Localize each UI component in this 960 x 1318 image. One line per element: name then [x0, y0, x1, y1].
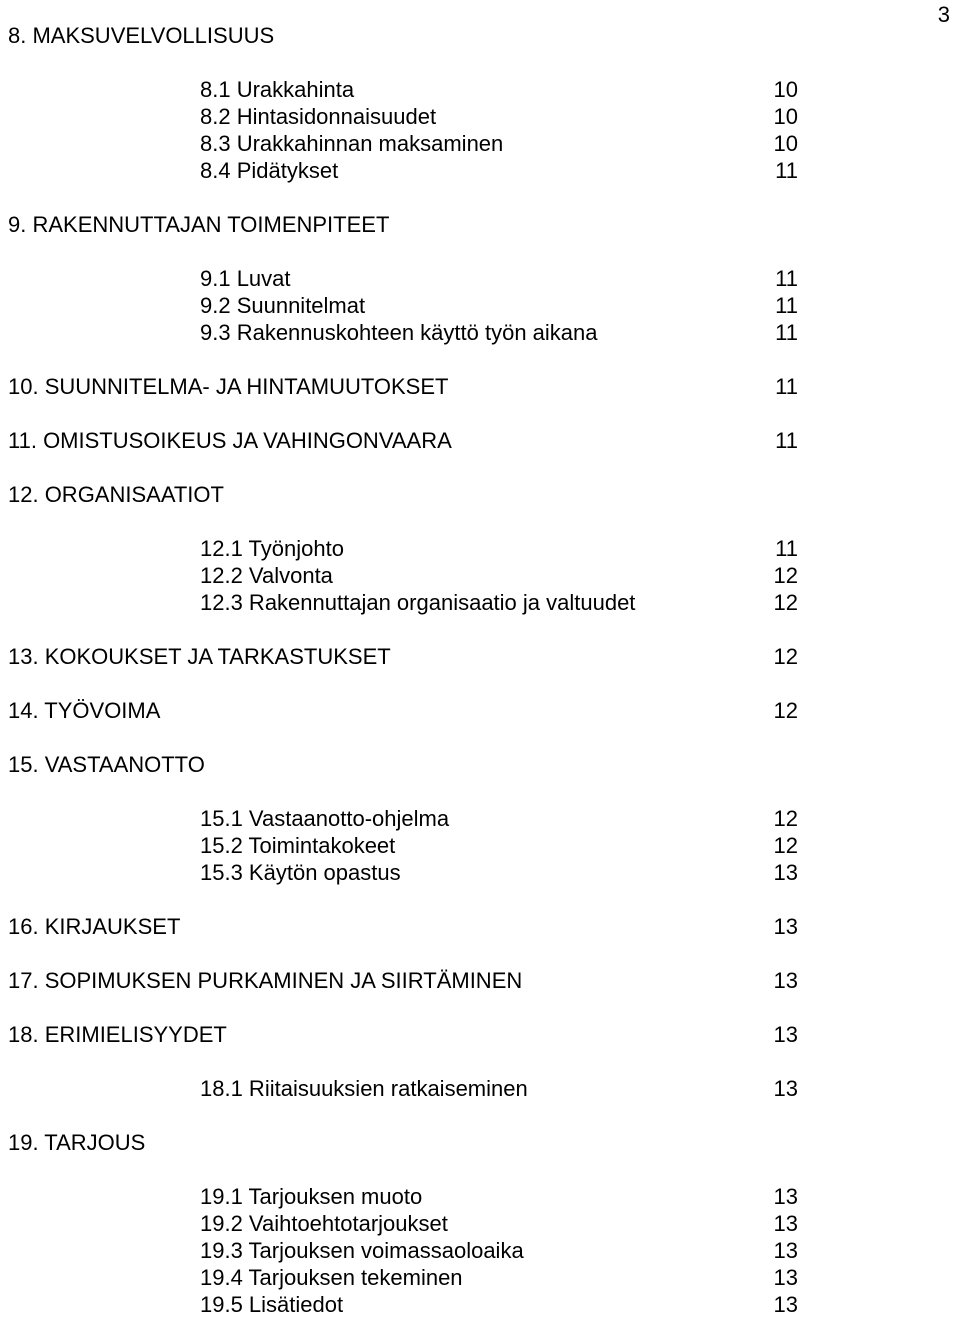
toc-entry-title: 8. MAKSUVELVOLLISUUS	[8, 23, 275, 48]
toc-section	[0, 968, 960, 994]
toc-subsection	[0, 806, 960, 832]
toc-entry-page: 10	[773, 77, 798, 102]
toc-entry-title: 19.2 Vaihtoehtotarjoukset	[200, 1211, 448, 1236]
toc-entry-page: 11	[775, 374, 798, 399]
toc-subsection	[0, 266, 960, 292]
toc-entry-page: 12	[773, 833, 798, 858]
toc-entry-title: 19. TARJOUS	[8, 1130, 146, 1155]
toc-entry-page: 12	[773, 563, 798, 588]
toc-section	[0, 1022, 960, 1048]
toc-entry-page: 11	[775, 293, 798, 318]
toc-subsection	[0, 1076, 960, 1102]
toc-subsection	[0, 563, 960, 589]
toc-section	[0, 752, 960, 778]
toc-subsection	[0, 1292, 960, 1318]
toc-entry-title: 19.1 Tarjouksen muoto	[200, 1184, 423, 1209]
toc-entry-title: 19.3 Tarjouksen voimassaoloaika	[200, 1238, 524, 1263]
toc-entry-title: 9.2 Suunnitelmat	[200, 293, 366, 318]
toc-entry-title: 11. OMISTUSOIKEUS JA VAHINGONVAARA	[8, 428, 452, 453]
toc-entry-title: 18. ERIMIELISYYDET	[8, 1022, 227, 1047]
toc-subsection	[0, 158, 960, 184]
toc-entry-page: 12	[773, 644, 798, 669]
toc-subsection	[0, 590, 960, 616]
toc-entry-title: 19.4 Tarjouksen tekeminen	[200, 1265, 463, 1290]
toc-entry-title: 15. VASTAANOTTO	[8, 752, 205, 777]
toc-section	[0, 23, 960, 49]
toc-section	[0, 698, 960, 724]
toc-entry-page: 13	[773, 1184, 798, 1209]
toc-subsection	[0, 1238, 960, 1264]
toc-section	[0, 482, 960, 508]
toc-entry-page: 12	[773, 806, 798, 831]
toc-entry-page: 13	[773, 1292, 798, 1317]
toc-entry-title: 14. TYÖVOIMA	[8, 698, 161, 723]
toc-entry-page: 12	[773, 590, 798, 615]
toc-entry-title: 15.3 Käytön opastus	[200, 860, 401, 885]
toc-entry-page: 13	[773, 968, 798, 993]
toc-entry-title: 16. KIRJAUKSET	[8, 914, 181, 939]
page-number: 3	[937, 2, 950, 27]
toc-entry-title: 8.4 Pidätykset	[200, 158, 339, 183]
toc-entry-title: 8.2 Hintasidonnaisuudet	[200, 104, 437, 129]
toc-entry-page: 13	[773, 1238, 798, 1263]
toc-entry-page: 11	[775, 158, 798, 183]
toc-subsection	[0, 77, 960, 103]
toc-section	[0, 428, 960, 454]
toc-subsection	[0, 1265, 960, 1291]
toc-entry-title: 13. KOKOUKSET JA TARKASTUKSET	[8, 644, 391, 669]
toc-entry-title: 12.2 Valvonta	[200, 563, 333, 588]
toc-subsection	[0, 293, 960, 319]
toc-entry-title: 8.3 Urakkahinnan maksaminen	[200, 131, 504, 156]
toc-entry-page: 13	[773, 860, 798, 885]
toc-entry-title: 9.1 Luvat	[200, 266, 291, 291]
toc-entry-page: 11	[775, 428, 798, 453]
toc-entry-title: 12.1 Työnjohto	[200, 536, 344, 561]
toc-entry-page: 10	[773, 131, 798, 156]
toc-entry-page: 13	[773, 1265, 798, 1290]
toc-entry-page: 12	[773, 698, 798, 723]
toc-section	[0, 212, 960, 238]
toc-entry-title: 9.3 Rakennuskohteen käyttö työn aikana	[200, 320, 598, 345]
toc-subsection	[0, 860, 960, 886]
toc-subsection	[0, 1184, 960, 1210]
toc-subsection	[0, 320, 960, 346]
toc-subsection	[0, 833, 960, 859]
toc-entry-page: 13	[773, 914, 798, 939]
toc-section	[0, 1130, 960, 1156]
toc-entry-title: 12.3 Rakennuttajan organisaatio ja valtuudet	[200, 590, 636, 615]
toc-section	[0, 914, 960, 940]
toc-entry-page: 13	[773, 1022, 798, 1047]
toc-entry-title: 10. SUUNNITELMA- JA HINTAMUUTOKSET	[8, 374, 449, 399]
toc-entry-page: 11	[775, 266, 798, 291]
toc-entry-title: 17. SOPIMUKSEN PURKAMINEN JA SIIRTÄMINEN	[8, 968, 523, 993]
toc-entry-title: 18.1 Riitaisuuksien ratkaiseminen	[200, 1076, 528, 1101]
toc-subsection	[0, 536, 960, 562]
toc-entry-page: 13	[773, 1211, 798, 1236]
toc-entry-title: 9. RAKENNUTTAJAN TOIMENPITEET	[8, 212, 390, 237]
toc-entry-page: 10	[773, 104, 798, 129]
toc-entry-title: 8.1 Urakkahinta	[200, 77, 355, 102]
toc-subsection	[0, 1211, 960, 1237]
toc-entry-page: 11	[775, 320, 798, 345]
toc-section	[0, 374, 960, 400]
toc-entry-page: 11	[775, 536, 798, 561]
toc-entry-title: 15.2 Toimintakokeet	[200, 833, 396, 858]
toc-subsection	[0, 131, 960, 157]
toc-section	[0, 644, 960, 670]
toc-subsection	[0, 104, 960, 130]
toc-entry-title: 12. ORGANISAATIOT	[8, 482, 224, 507]
toc-entry-title: 19.5 Lisätiedot	[200, 1292, 344, 1317]
toc-entry-title: 15.1 Vastaanotto-ohjelma	[200, 806, 450, 831]
toc-entry-page: 13	[773, 1076, 798, 1101]
